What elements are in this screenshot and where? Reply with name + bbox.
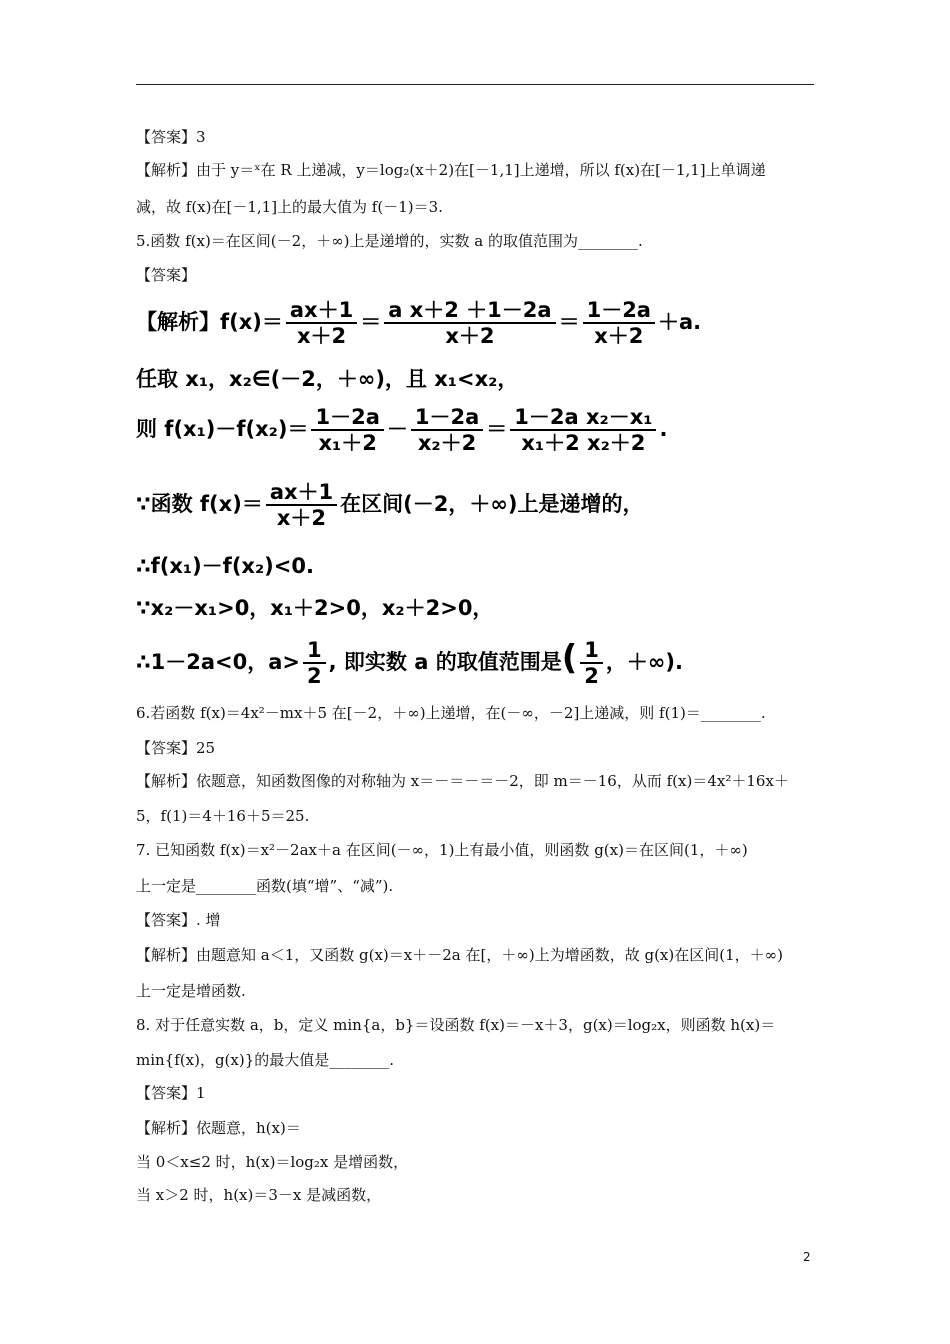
- solution-image-line-5: ∴f(x₁)－f(x₂)<0.: [136, 554, 314, 578]
- solution-line: 上一定是增函数.: [136, 982, 246, 1000]
- question-7: 7. 已知函数 f(x)＝x²－2ax＋a 在区间(－∞，1)上有最小值，则函数 g(x)＝在区间(1，＋∞): [136, 841, 748, 859]
- solution-image-line-1: 【解析】f(x)＝ $\frac{ax+1}{x+2}$ ＝ $\frac{\text{a x＋2 ＋1－2a}}{x+2}$ ＝ $\frac{1-2a}{x+2}$ ＋a.: [136, 298, 702, 348]
- solution-image-line-2: 任取 x₁，x₂∈(－2，＋∞)，且 x₁<x₂，: [136, 367, 519, 391]
- solution-line: 5，f(1)＝4＋16＋5＝25.: [136, 807, 310, 825]
- solution-line: 【解析】由题意知 a＜1，又函数 g(x)＝x＋－2a 在[，＋∞)上为增函数，故 g(x)在区间(1，＋∞): [136, 946, 783, 964]
- solution-line: 【解析】由于 y＝ˣ在 R 上递减，y＝log₂(x＋2)在[－1,1]上递增，所以 f(x)在[－1,1]上单调递: [136, 161, 766, 179]
- question-6: 6.若函数 f(x)＝4x²－mx＋5 在[－2，＋∞)上递增，在(－∞，－2]上递减，则 f(1)＝________.: [136, 704, 766, 722]
- question-8: min{f(x)，g(x)}的最大值是________.: [136, 1051, 395, 1069]
- solution-line: 【解析】依题意，知函数图像的对称轴为 x＝－＝－＝－2，即 m＝－16，从而 f(x)＝4x²＋16x＋: [136, 772, 789, 790]
- header-rule: [136, 84, 814, 85]
- answer-line: 【答案】. 增: [136, 911, 221, 929]
- question-7: 上一定是________函数(填“增”、“减”).: [136, 877, 394, 895]
- answer-line: 【答案】25: [136, 739, 216, 757]
- answer-line: 【答案】1: [136, 1084, 206, 1102]
- solution-image-line-7: ∴1－2a<0，a> $\frac{1}{2}$ , 即实数 a 的取值范围是( $\frac{1}{2}$ ，＋∞).: [136, 638, 683, 688]
- solution-line: 减，故 f(x)在[－1,1]上的最大值为 f(－1)＝3.: [136, 198, 443, 216]
- question-5: 5.函数 f(x)＝在区间(－2，＋∞)上是递增的，实数 a 的取值范围为________.: [136, 232, 643, 250]
- question-8: 8. 对于任意实数 a，b，定义 min{a，b}＝设函数 f(x)＝－x＋3，g(x)＝log₂x，则函数 h(x)＝: [136, 1016, 776, 1034]
- solution-image-line-3: 则 f(x₁)－f(x₂)＝ $\frac{1-2a}{\text{x₁＋2}}$ － $\frac{1-2a}{\text{x₂＋2}}$ ＝ $\frac{\text{1－2a x₂－x₁}}{\text{x₁＋2 x₂＋2}}$ .: [136, 405, 668, 455]
- solution-line: 当 x＞2 时，h(x)＝3－x 是减函数，: [136, 1186, 382, 1204]
- solution-line: 【解析】依题意，h(x)＝: [136, 1119, 301, 1137]
- solution-image-line-6: ∵x₂－x₁>0，x₁＋2>0，x₂＋2>0，: [136, 596, 494, 620]
- answer-line: 【答案】: [136, 266, 197, 284]
- answer-line: 【答案】3: [136, 128, 206, 146]
- solution-image-line-4: ∵函数 f(x)＝ $\frac{ax+1}{x+2}$ 在区间(－2，＋∞)上是递增的，: [136, 480, 644, 530]
- page-number: 2: [803, 1250, 811, 1264]
- solution-line: 当 0＜x≤2 时，h(x)＝log₂x 是增函数，: [136, 1153, 409, 1171]
